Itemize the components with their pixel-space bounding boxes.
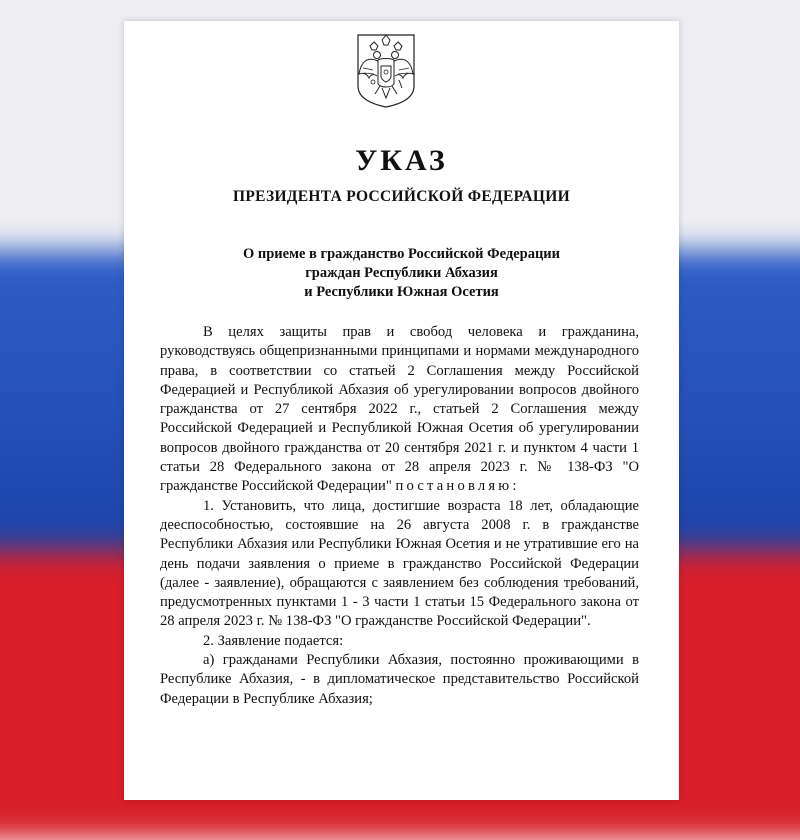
decree-body xyxy=(160,323,639,709)
heading-line: и Республики Южная Осетия xyxy=(304,284,499,300)
item-2-paragraph: 2. Заявление подается: xyxy=(203,632,344,649)
decree-word: постановляю: xyxy=(395,478,520,495)
heading-line: граждан Республики Абхазия xyxy=(305,265,498,281)
item-1-paragraph: 1. Установить, что лица, достигшие возраста 18 лет, обладающие дееспособностью, состоявшие на 26 августа 2008 г. в гражданстве Республики Абхазия или Республики Южная Осетия и не утратившие его на день подачи заявления о приеме в гражданство Российской Федерации (далее - заявление), обращаются с заявлением без соблюдения требований, предусмотренных пунктами 1 - 3 части 1 статьи 15 Федерального закона от 28 апреля 2023 г. № 138-ФЗ "О гражданстве Российской Федерации". xyxy=(160,497,639,630)
preamble-paragraph xyxy=(160,323,639,497)
item-2a-paragraph: а) гражданами Республики Абхазия, постоянно проживающими в Республике Абхазия, - в дипломатическое представительство Российской Федерации в Республике Абхазия; xyxy=(160,652,639,707)
decree-subtitle: ПРЕЗИДЕНТА РОССИЙСКОЙ ФЕДЕРАЦИИ xyxy=(233,188,570,205)
coat-of-arms-icon xyxy=(357,34,415,108)
heading-line: О приеме в гражданство Российской Федерации xyxy=(242,246,561,262)
decree-page xyxy=(124,21,679,800)
decree-title: УКАЗ xyxy=(355,144,448,177)
preamble-text: В целях защиты прав и свобод человека и гражданина, руководствуясь общепризнанными принципами и нормами международного права, в соответствии со статьей 2 Соглашения между Российской Федерацией и Республикой Абхазия об урегулировании вопросов двойного гражданства от 27 сентября 2022 г., статьей 2 Соглашения между Российской Федерацией и Республикой Южная Осетия об урегулировании вопросов двойного гражданства от 20 сентября 2021 г. и пунктом 4 части 1 статьи 28 Федерального закона от 28 апреля 2023 г. № 138-ФЗ "О гражданстве Российской Федерации" xyxy=(160,324,639,495)
decree-heading xyxy=(124,245,679,302)
